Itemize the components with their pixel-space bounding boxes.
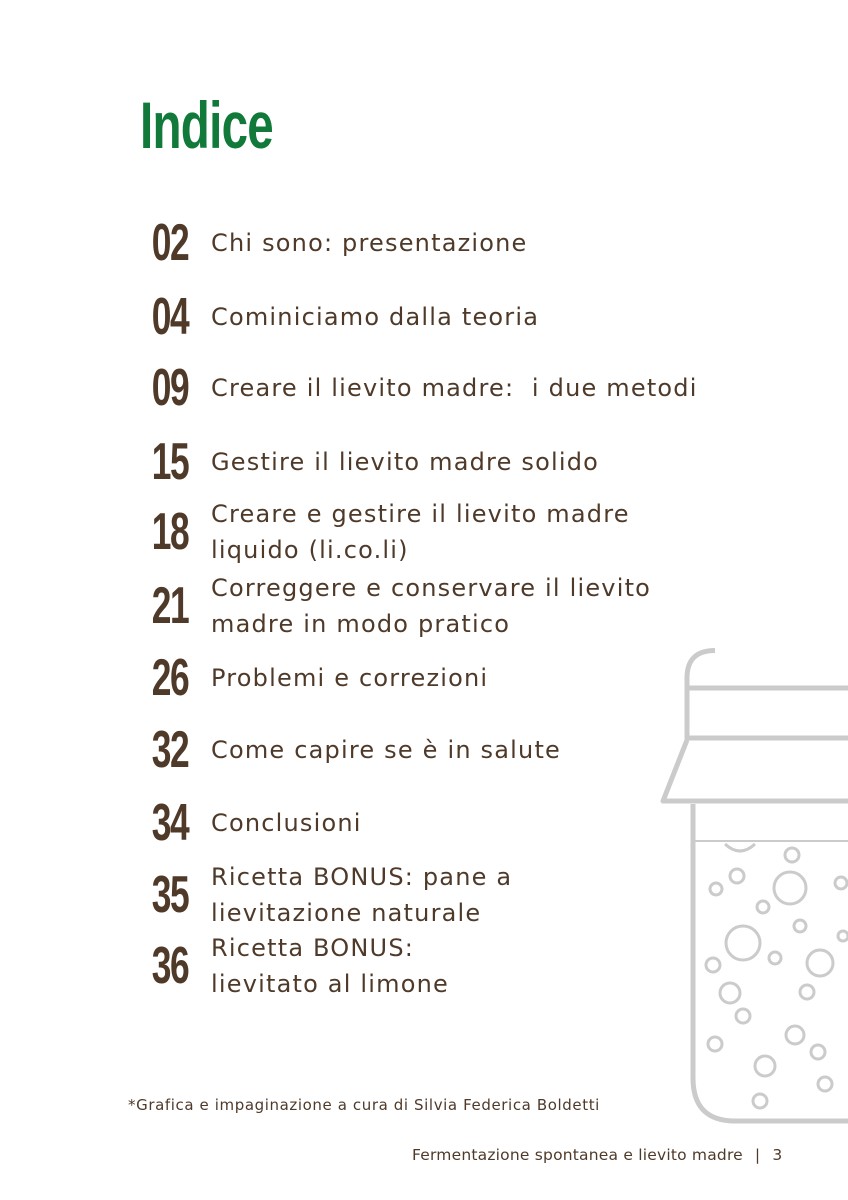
toc-page-number: 32: [151, 721, 189, 779]
toc-entry-line: Creare e gestire il lievito madre: [211, 500, 630, 528]
toc-page-number: 34: [151, 794, 189, 852]
toc-page-number: 36: [151, 937, 189, 995]
toc-page-number: 04: [151, 288, 189, 346]
jar-illustration-icon: [655, 648, 848, 1128]
toc-entry-line: Conclusioni: [211, 809, 362, 837]
toc-entry-line: Ricetta BONUS:: [211, 934, 415, 962]
toc-entry-line: Chi sono: presentazione: [211, 229, 528, 257]
toc-entry[interactable]: [130, 358, 750, 418]
toc-entry-line: lievitato al limone: [211, 970, 449, 998]
toc-entry[interactable]: [130, 213, 750, 273]
page-title: Indice: [140, 88, 273, 162]
toc-entry-line: Problemi e correzioni: [211, 664, 489, 692]
toc-page-number: 18: [151, 503, 189, 561]
toc-entry-line: Come capire se è in salute: [211, 736, 562, 764]
toc-page-number: 35: [151, 866, 189, 924]
toc-entry-title: [211, 576, 771, 636]
toc-page-number: 26: [151, 649, 189, 707]
toc-entry-line: Cominiciamo dalla teoria: [211, 303, 540, 331]
toc-entry[interactable]: [130, 432, 750, 492]
toc-entry-title: [211, 287, 771, 347]
toc-entry-line: Creare il lievito madre: i due metodi: [211, 374, 698, 402]
footer-book-title: Fermentazione spontanea e lievito madre: [412, 1146, 743, 1164]
toc-page-number: 09: [151, 359, 189, 417]
toc-entry-line: Gestire il lievito madre solido: [211, 448, 600, 476]
toc-entry-line: madre in modo pratico: [211, 610, 511, 638]
toc-entry-line: Correggere e conservare il lievito: [211, 574, 652, 602]
toc-page-number: 02: [151, 214, 189, 272]
toc-entry-title: [211, 358, 771, 418]
toc-entry-line: Ricetta BONUS: pane a: [211, 863, 513, 891]
toc-page-number: 21: [151, 577, 189, 635]
toc-entry-line: liquido (li.co.li): [211, 536, 409, 564]
toc-entry[interactable]: [130, 502, 750, 562]
toc-entry[interactable]: [130, 287, 750, 347]
toc-entry-title: [211, 432, 771, 492]
toc-entry-title: [211, 213, 771, 273]
page-number: 3: [772, 1146, 783, 1164]
toc-entry-line: lievitazione naturale: [211, 899, 482, 927]
footer-separator: |: [754, 1146, 761, 1164]
page-footer: [412, 1146, 782, 1164]
toc-entry[interactable]: [130, 576, 750, 636]
toc-page-number: 15: [151, 433, 189, 491]
toc-entry-title: [211, 502, 771, 562]
credit-note: *Grafica e impaginazione a cura di Silvia Federica Boldetti: [128, 1096, 600, 1114]
